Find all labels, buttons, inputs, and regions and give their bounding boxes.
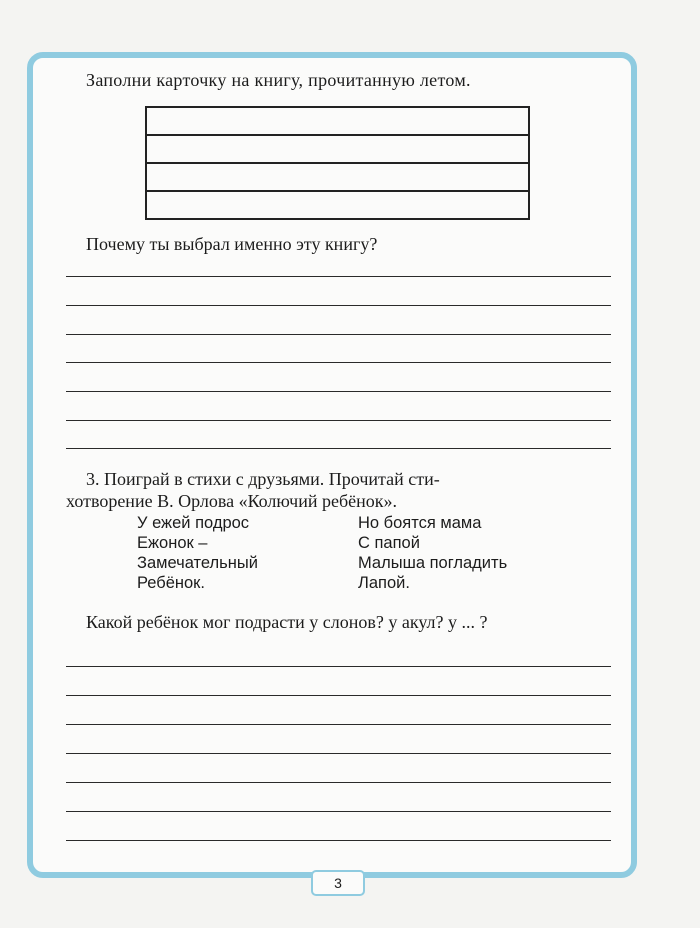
poem-line: Малыша погладить (358, 554, 508, 572)
question-what-baby: Какой ребёнок мог подрасти у слонов? у акул? у ... ? (86, 612, 488, 632)
book-card-row-2[interactable] (146, 135, 529, 163)
answer-line[interactable] (66, 782, 611, 783)
answer-line[interactable] (66, 448, 611, 449)
answer-line[interactable] (66, 334, 611, 335)
poem-line: Замечательный (137, 554, 258, 572)
answer-line[interactable] (66, 753, 611, 754)
answer-line[interactable] (66, 666, 611, 667)
question-why-this-book: Почему ты выбрал именно эту книгу? (86, 234, 378, 254)
book-card-row-1[interactable] (146, 107, 529, 135)
answer-line[interactable] (66, 362, 611, 363)
answer-line[interactable] (66, 811, 611, 812)
answer-line[interactable] (66, 724, 611, 725)
answer-line[interactable] (66, 840, 611, 841)
book-card-table (145, 106, 530, 220)
task-3-text: 3. Поиграй в стихи с друзьями. Прочитай сти- (86, 469, 440, 489)
answer-line[interactable] (66, 391, 611, 392)
answer-line[interactable] (66, 420, 611, 421)
book-card-row-4[interactable] (146, 191, 529, 219)
poem-right-column (358, 513, 507, 593)
page-number: 3 (311, 870, 365, 896)
card-instruction: Заполни карточку на книгу, прочитанную летом. (86, 70, 471, 90)
answer-line[interactable] (66, 276, 611, 277)
answer-line[interactable] (66, 305, 611, 306)
poem-line: Ежонок – (137, 534, 208, 552)
poem-left-column (137, 513, 258, 593)
task-3-text-cont: хотворение В. Орлова «Колючий ребёнок». (66, 491, 398, 511)
poem-line: С папой (358, 534, 420, 552)
book-card-row-3[interactable] (146, 163, 529, 191)
poem-line: У ежей подрос (137, 514, 250, 532)
answer-line[interactable] (66, 695, 611, 696)
poem-line: Но боятся мама (358, 514, 482, 532)
poem-line: Лапой. (358, 574, 410, 592)
poem-line: Ребёнок. (137, 574, 205, 592)
